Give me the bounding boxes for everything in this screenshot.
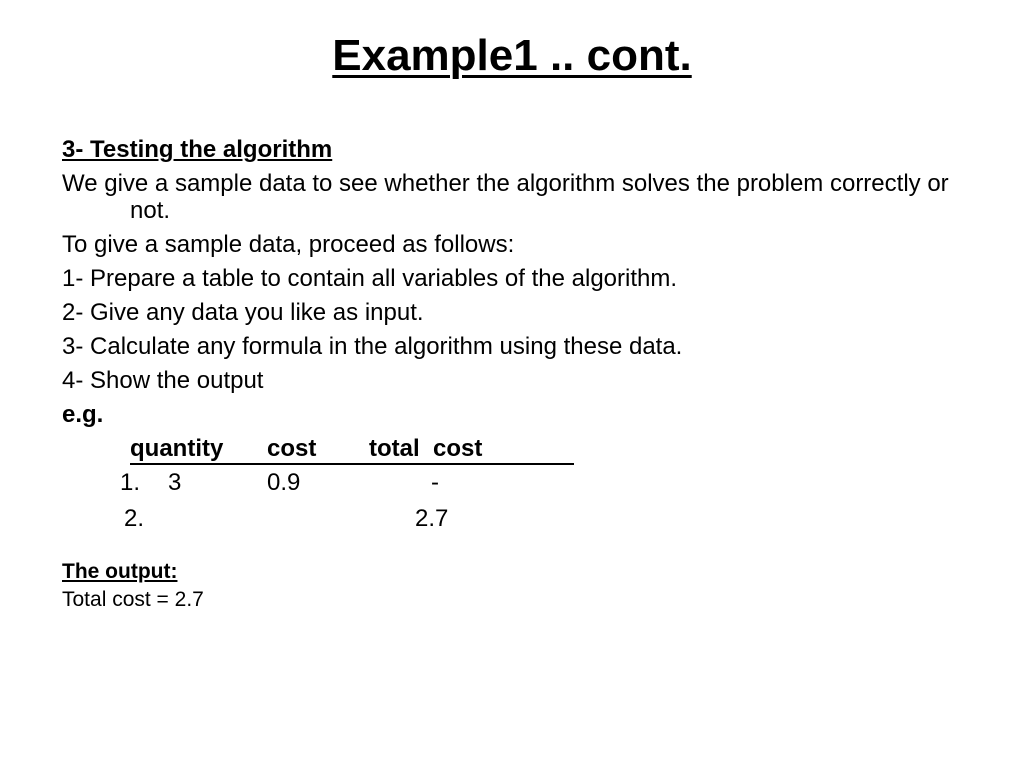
cell-cost: 0.9: [267, 469, 301, 496]
row-number: 2.: [124, 505, 145, 532]
example-label: e.g.: [62, 401, 104, 428]
header-quantity: quantity: [130, 435, 224, 462]
step-item: 1- Prepare a table to contain all variables of the algorithm.: [62, 265, 678, 292]
row-number: 1.: [120, 469, 141, 496]
sample-data-table: [62, 435, 962, 545]
paragraph: To give a sample data, proceed as follows:: [62, 231, 515, 258]
step-item: 2- Give any data you like as input.: [62, 299, 424, 326]
slide-title: Example1 .. cont.: [332, 31, 692, 80]
table-row: [62, 469, 562, 497]
cell-total: 2.7: [415, 505, 449, 532]
table-row: [62, 505, 562, 533]
output-block: [62, 559, 962, 615]
header-total-cost: total cost: [369, 435, 483, 462]
step-item: 4- Show the output: [62, 367, 264, 394]
table-header: [130, 435, 574, 465]
section-heading: 3- Testing the algorithm: [62, 136, 333, 163]
cell-quantity: 3: [168, 469, 182, 496]
paragraph: We give a sample data to see whether the algorithm solves the problem correctly or not.: [62, 170, 949, 224]
slide-content: [62, 136, 962, 615]
output-text: Total cost = 2.7: [62, 588, 204, 611]
header-cost: cost: [267, 435, 317, 462]
cell-total: -: [431, 469, 439, 496]
output-heading: The output:: [62, 560, 178, 583]
step-item: 3- Calculate any formula in the algorithm using these data.: [62, 333, 683, 360]
